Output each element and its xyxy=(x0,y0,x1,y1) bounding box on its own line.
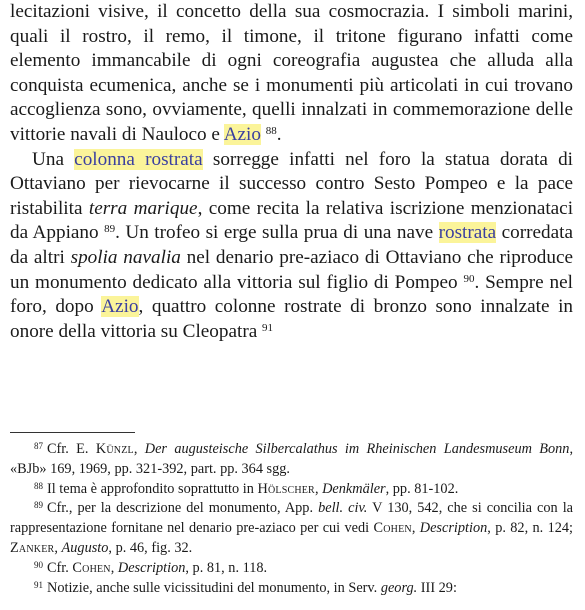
footnote-work: georg. xyxy=(380,579,418,596)
paragraph-1-text: lecitazioni visive, il concetto della sua cosmocrazia. I simboli marini, quali il rostro, il remo, il timone, il tritone figurano infatti come elemento immancabile di ogni coreografia augustea che alluda alla conquista ecumenica, anche se i monumenti più articolati in cui trovano accoglienza sono, ovviamente, quelli innalzati in commemorazione delle vittorie navali di Nauloco e xyxy=(10,1,573,145)
footnote-number: 90 xyxy=(34,559,43,570)
footnote-text: , xyxy=(411,520,416,537)
footnote-work: bell. civ. xyxy=(318,500,368,517)
footnote-author: Cohen xyxy=(72,559,111,576)
paragraph-2-text-c: , come recita la relativa iscrizione menzionataci da Appiano xyxy=(10,197,574,244)
footnote-89 xyxy=(10,499,573,558)
highlight-rostrata[interactable]: rostrata xyxy=(438,222,497,244)
footnote-number: 87 xyxy=(34,441,43,451)
paragraph-2 xyxy=(10,148,573,345)
footnote-author: Cohen xyxy=(373,520,412,537)
paragraph-2-text-b: sorregge infatti nel foro la statua dorata di Ottaviano per rievocarne il successo contro Sesto Pompeo e la pace ristabilita xyxy=(10,148,574,219)
paragraph-1-end: . xyxy=(276,123,282,145)
footnote-author: Hölscher xyxy=(257,480,315,497)
footnote-text: III 29: xyxy=(420,579,457,596)
footnote-title: Description xyxy=(117,559,186,576)
footnote-divider xyxy=(10,432,135,433)
footnote-text: , xyxy=(133,441,138,457)
highlight-azio-2[interactable]: Azio xyxy=(101,296,139,318)
footnote-text: , p. 81, n. 118. xyxy=(185,559,268,576)
paragraph-2-text-f: nel denario pre-aziaco di Ottaviano che riproduce un monumento dedicato alla vittoria sul figlio di Pompeo xyxy=(10,246,574,293)
footnote-text: , p. 46, fig. 32. xyxy=(108,539,193,556)
footnote-88 xyxy=(10,480,573,500)
footnote-text: Cfr. xyxy=(47,559,69,576)
footnote-91 xyxy=(10,579,573,599)
footnote-text: , xyxy=(314,480,319,497)
paragraph-2-text-e: corredata da altri xyxy=(10,222,573,268)
paragraph-2-text-g: . Sempre nel foro, dopo xyxy=(10,271,573,318)
highlight-colonna-rostrata[interactable]: colonna rostrata xyxy=(74,148,203,170)
italic-terra-marique: terra marique xyxy=(88,197,198,219)
footnote-ref-89[interactable]: 89 xyxy=(104,223,116,236)
footnote-text: V 130, 542, che si concilia con la rappresentazione fornitane nel denario pre-aziaco per cui vedi xyxy=(10,500,574,537)
footnote-text: , «BJb» 169, 1969, pp. 321-392, part. pp. 364 sgg. xyxy=(10,441,574,477)
footnote-90 xyxy=(10,559,573,579)
footnote-text: , pp. 81-102. xyxy=(385,480,459,497)
paragraph-2-text-a: Una xyxy=(32,148,64,170)
footnote-text: , p. 82, n. 124; xyxy=(487,520,573,537)
footnote-text: , xyxy=(110,559,115,576)
paragraph-1 xyxy=(10,0,573,148)
footnote-87 xyxy=(10,440,573,480)
footnote-ref-90[interactable]: 90 xyxy=(463,272,475,285)
footnote-number: 91 xyxy=(34,579,43,590)
footnotes xyxy=(10,440,573,598)
main-text xyxy=(10,0,573,344)
footnote-text: , xyxy=(54,539,58,556)
footnote-title: Denkmäler xyxy=(322,480,386,497)
footnote-text: Cfr., per la descrizione del monumento, App. xyxy=(47,500,314,517)
highlight-azio[interactable]: Azio xyxy=(223,123,261,145)
footnote-text: Cfr. E. xyxy=(47,441,89,457)
paragraph-2-text-h: , quattro colonne rostrate di bronzo sono innalzate in onore della vittoria su Cleopatra xyxy=(10,296,573,342)
footnote-text: Il tema è approfondito soprattutto in xyxy=(47,480,254,497)
footnote-title: Augusto xyxy=(61,539,109,556)
italic-spolia-navalia: spolia navalia xyxy=(70,246,181,268)
footnote-author: Künzl xyxy=(95,441,134,457)
footnote-title: Der augusteische Silbercalathus im Rheinischen Landesmuseum Bonn xyxy=(144,441,570,457)
paragraph-2-text-d: . Un trofeo si erge sulla prua di una nave xyxy=(115,222,434,244)
footnote-number: 88 xyxy=(34,480,43,491)
footnote-ref-88[interactable]: 88 xyxy=(265,124,277,137)
footnote-text: Notizie, anche sulle vicissitudini del monumento, in Serv. xyxy=(47,579,378,596)
footnote-title: Description xyxy=(419,520,488,537)
footnote-number: 89 xyxy=(34,500,43,511)
footnote-author: Zanker xyxy=(10,539,55,556)
footnote-ref-91[interactable]: 91 xyxy=(262,321,274,334)
